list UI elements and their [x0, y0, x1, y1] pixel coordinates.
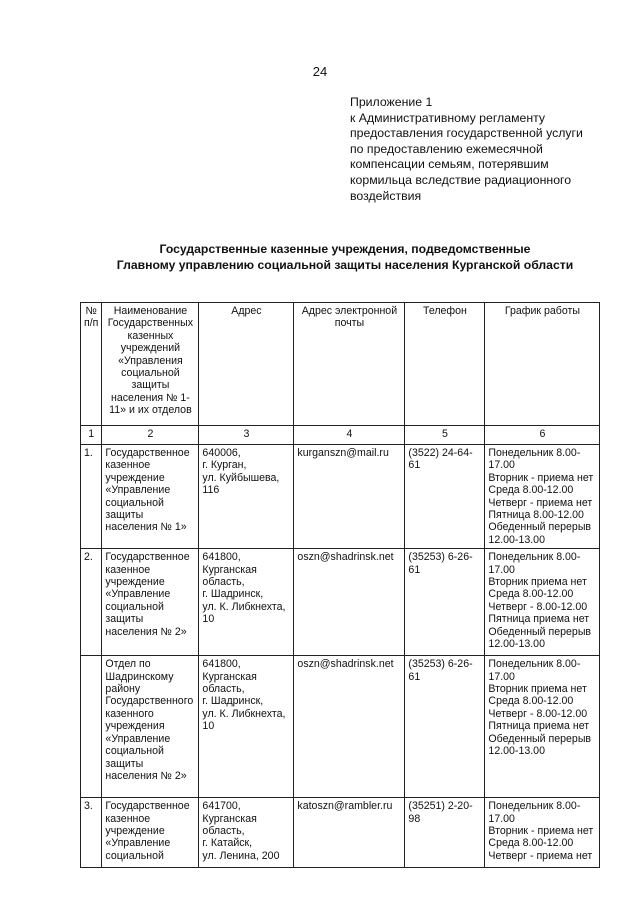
- page-number: 24: [312, 64, 328, 79]
- column-number-row: [81, 426, 600, 445]
- address-line: Курганская: [202, 563, 257, 576]
- schedule-line: 17.00: [488, 563, 515, 576]
- schedule-line: Вторник приема нет: [488, 576, 587, 589]
- address-cell: [199, 445, 294, 549]
- address-line: 641800,: [202, 658, 241, 671]
- schedule-line: 12.00-13.00: [488, 533, 545, 546]
- header-text: 11» и их отделов: [109, 404, 192, 417]
- address-line: область,: [202, 683, 245, 696]
- schedule-line: Среда 8.00-12.00: [488, 837, 574, 850]
- address-line: область,: [202, 825, 245, 838]
- address-line: ул. К. Либкнехта,: [202, 600, 286, 613]
- name-line: «Управление: [105, 732, 171, 745]
- appendix-line: кормильца вследствие радиационного: [350, 172, 572, 187]
- name-line: социальной: [105, 600, 164, 613]
- institution-name: [102, 656, 199, 798]
- appendix-line: компенсации семьям, потерявшим: [350, 157, 549, 172]
- name-line: казенного: [105, 707, 154, 720]
- title-line: Главному управлению социальной защиты населения Курганской области: [116, 258, 574, 272]
- appendix-line: по предоставлению ежемесячной: [350, 141, 543, 156]
- column-number: 5: [405, 426, 485, 445]
- header-text: населения № 1-: [111, 391, 190, 404]
- email-text: oszn@shadrinsk.net: [297, 551, 394, 564]
- email-cell: [294, 549, 405, 656]
- address-line: 10: [202, 720, 215, 733]
- name-line: защиты: [105, 613, 144, 626]
- header-address: [199, 303, 294, 426]
- schedule-line: Пятница приема нет: [488, 613, 590, 626]
- header-text: почты: [334, 317, 365, 330]
- schedule-line: Обеденный перерыв: [488, 732, 592, 745]
- row-num: [81, 656, 102, 798]
- row-num: 3.: [81, 798, 102, 868]
- address-line: г. Шадринск,: [202, 588, 264, 601]
- name-line: населения № 1»: [105, 521, 187, 534]
- address-line: г. Катайск,: [202, 837, 253, 850]
- phone-cell: [405, 445, 485, 549]
- address-line: Курганская: [202, 812, 257, 825]
- schedule-line: Вторник приема нет: [488, 683, 587, 696]
- table-row: [81, 445, 600, 549]
- name-line: казенное: [105, 563, 151, 576]
- name-line: Государственное: [105, 551, 190, 564]
- phone-line: (3522) 24-64-: [408, 447, 473, 459]
- email-cell: [294, 656, 405, 798]
- name-line: Государственное: [105, 800, 190, 813]
- column-number: 4: [294, 426, 405, 445]
- address-cell: [199, 798, 294, 868]
- phone-cell: [405, 549, 485, 656]
- schedule-line: Пятница 8.00-12.00: [488, 509, 584, 522]
- column-number: 2: [102, 426, 199, 445]
- institution-name: [102, 445, 199, 549]
- schedule-line: Четверг - приема нет: [488, 849, 593, 862]
- address-cell: [199, 549, 294, 656]
- name-line: учреждение: [105, 471, 165, 484]
- institution-name: [102, 798, 199, 868]
- name-line: социальной: [105, 496, 164, 509]
- header-text: учреждений: [120, 342, 181, 355]
- email-cell: [294, 445, 405, 549]
- name-line: социальной: [105, 849, 164, 862]
- header-text: казенных: [127, 329, 174, 342]
- schedule-cell: [485, 798, 600, 868]
- header-name: [102, 303, 199, 426]
- name-line: Государственного: [105, 695, 194, 708]
- name-line: населения № 2»: [105, 769, 187, 782]
- row-num: 1.: [81, 445, 102, 549]
- address-line: 641800,: [202, 551, 241, 564]
- phone-cell: [405, 798, 485, 868]
- appendix-line: Приложение 1: [350, 95, 433, 109]
- schedule-line: 17.00: [488, 670, 515, 683]
- header-text: п/п: [84, 317, 99, 330]
- table-row: [81, 656, 600, 798]
- address-line: 641700,: [202, 800, 241, 813]
- schedule-line: Понедельник 8.00-: [488, 551, 581, 564]
- schedule-cell: [485, 549, 600, 656]
- email-cell: [294, 798, 405, 868]
- schedule-line: Вторник - приема нет: [488, 825, 594, 838]
- name-line: Отдел по: [105, 658, 151, 671]
- address-cell: [199, 656, 294, 798]
- header-phone: [405, 303, 485, 426]
- header-text: Адрес: [231, 305, 262, 317]
- schedule-line: Понедельник 8.00-: [488, 800, 581, 813]
- address-line: ул. Куйбышева,: [202, 471, 280, 484]
- document-title: [0, 241, 640, 273]
- header-text: «Управления: [118, 354, 183, 367]
- email-text: kurganszn@mail.ru: [297, 447, 389, 459]
- column-number: 6: [485, 426, 600, 445]
- schedule-cell: [485, 445, 600, 549]
- address-line: область,: [202, 576, 245, 589]
- name-line: Государственное: [105, 447, 190, 459]
- header-num: [81, 303, 102, 426]
- column-number: 3: [199, 426, 294, 445]
- table-row: [81, 549, 600, 656]
- phone-line: 61: [408, 670, 421, 683]
- name-line: Шадринскому: [105, 670, 174, 683]
- schedule-line: 12.00-13.00: [488, 638, 545, 651]
- phone-line: (35253) 6-26-: [408, 658, 473, 671]
- institutions-table: [80, 302, 600, 868]
- row-num: 2.: [81, 549, 102, 656]
- header-text: Наименование: [113, 305, 188, 317]
- schedule-line: Обеденный перерыв: [488, 521, 592, 534]
- phone-line: 98: [408, 812, 421, 825]
- header-text: №: [85, 305, 97, 317]
- name-line: учреждения: [105, 720, 165, 733]
- appendix-line: воздействия: [350, 188, 422, 203]
- schedule-line: Среда 8.00-12.00: [488, 484, 574, 497]
- address-line: 116: [202, 484, 220, 497]
- schedule-line: Обеденный перерыв: [488, 625, 592, 638]
- phone-line: (35251) 2-20-: [408, 800, 473, 813]
- schedule-line: Понедельник 8.00-: [488, 658, 581, 671]
- name-line: району: [105, 683, 141, 696]
- schedule-line: 17.00: [488, 459, 515, 472]
- appendix-line: к Административному регламенту: [350, 110, 546, 125]
- appendix-line: предоставления государственной услуги: [350, 126, 583, 141]
- name-line: казенное: [105, 812, 151, 825]
- column-number: 1: [81, 426, 102, 445]
- email-text: katoszn@rambler.ru: [297, 800, 393, 813]
- name-line: защиты: [105, 757, 144, 770]
- schedule-line: Четверг - приема нет: [488, 496, 593, 509]
- schedule-line: Среда 8.00-12.00: [488, 695, 574, 708]
- header-text: защиты: [131, 379, 170, 392]
- header-row: [81, 303, 600, 426]
- phone-line: 61: [408, 563, 421, 576]
- address-line: 10: [202, 613, 215, 626]
- header-schedule: [485, 303, 600, 426]
- email-text: oszn@shadrinsk.net: [297, 658, 394, 671]
- institution-name: [102, 549, 199, 656]
- header-text: Адрес электронной: [301, 305, 398, 317]
- name-line: «Управление: [105, 837, 171, 850]
- schedule-line: 17.00: [488, 812, 515, 825]
- address-line: 640006,: [202, 447, 241, 459]
- name-line: социальной: [105, 745, 164, 758]
- name-line: учреждение: [105, 825, 165, 838]
- name-line: «Управление: [105, 484, 171, 497]
- table-row: [81, 798, 600, 868]
- name-line: учреждение: [105, 576, 165, 589]
- address-line: г. Шадринск,: [202, 695, 264, 708]
- name-line: «Управление: [105, 588, 171, 601]
- phone-cell: [405, 656, 485, 798]
- header-text: социальной: [121, 367, 180, 380]
- name-line: казенное: [105, 459, 151, 472]
- schedule-line: 12.00-13.00: [488, 745, 545, 758]
- schedule-line: Пятница приема нет: [488, 720, 590, 733]
- header-text: Телефон: [422, 305, 467, 317]
- schedule-line: Понедельник 8.00-: [488, 447, 581, 459]
- phone-line: 61: [408, 459, 421, 472]
- header-text: График работы: [504, 305, 580, 317]
- schedule-line: Четверг - 8.00-12.00: [488, 707, 588, 720]
- address-line: ул. К. Либкнехта,: [202, 707, 286, 720]
- schedule-line: Среда 8.00-12.00: [488, 588, 574, 601]
- header-text: Государственных: [107, 317, 194, 330]
- address-line: ул. Ленина, 200: [202, 849, 280, 862]
- name-line: населения № 2»: [105, 625, 187, 638]
- schedule-line: Четверг - 8.00-12.00: [488, 600, 588, 613]
- header-email: [294, 303, 405, 426]
- appendix-note: [350, 95, 630, 204]
- address-line: г. Курган,: [202, 459, 247, 472]
- title-line: Государственные казенные учреждения, подведомственные: [159, 242, 531, 256]
- schedule-line: Вторник - приема нет: [488, 471, 594, 484]
- address-line: Курганская: [202, 670, 257, 683]
- schedule-cell: [485, 656, 600, 798]
- name-line: защиты: [105, 509, 144, 522]
- phone-line: (35253) 6-26-: [408, 551, 473, 564]
